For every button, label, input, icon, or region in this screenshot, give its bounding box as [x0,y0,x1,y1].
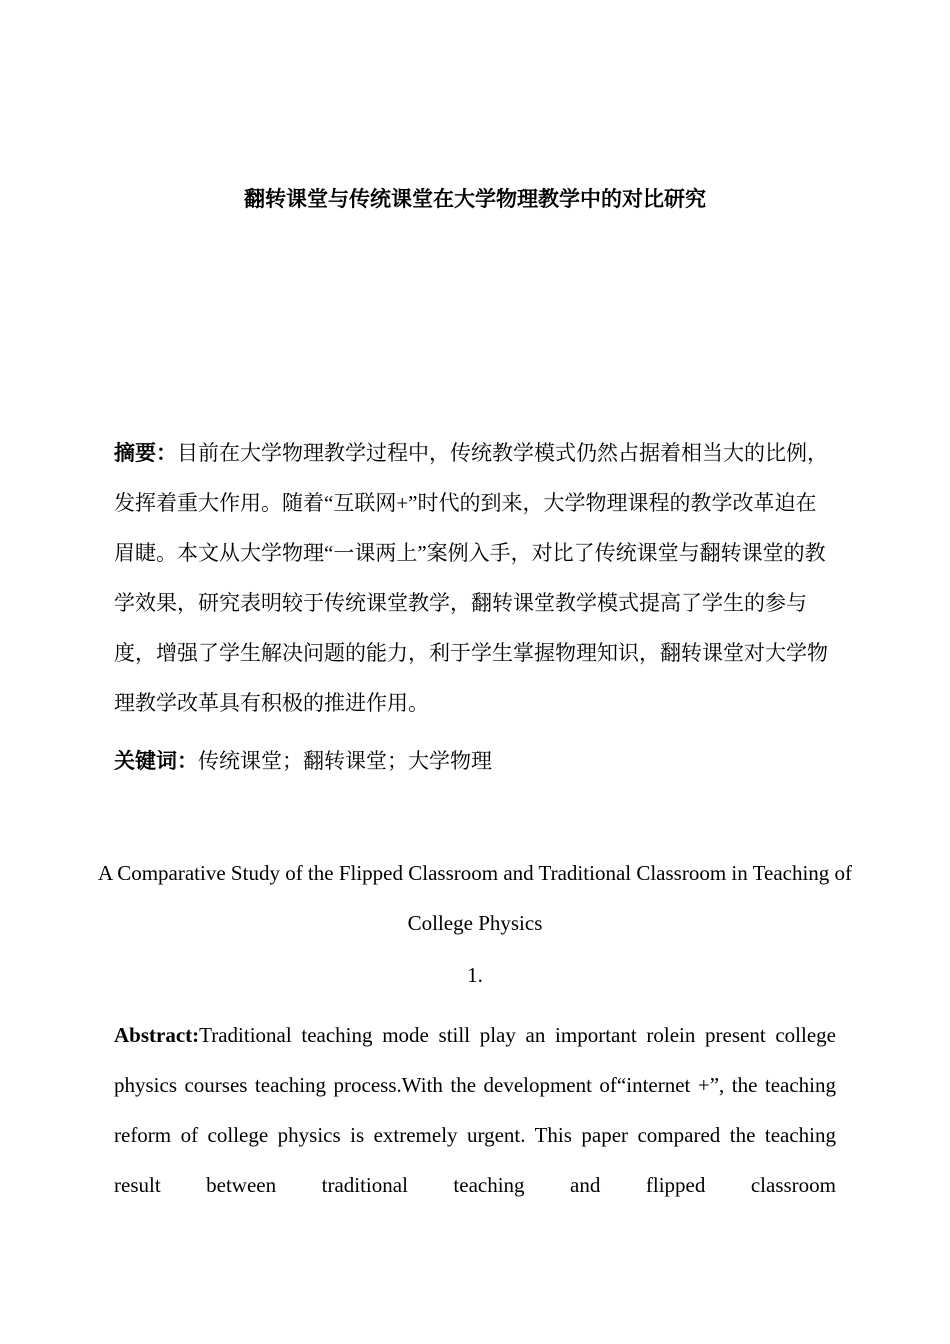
chinese-keywords-text: 传统课堂；翻转课堂；大学物理 [198,749,492,773]
section-number: 1. [467,963,483,987]
chinese-title: 翻转课堂与传统课堂在大学物理教学中的对比研究 [244,187,706,211]
chinese-abstract [114,428,834,728]
english-title: A Comparative Study of the Flipped Classroom and Traditional Classroom in Teaching of College Physics [97,861,853,935]
chinese-abstract-text: 目前在大学物理教学过程中，传统教学模式仍然占据着相当大的比例，发挥着重大作用。随着“互联网+”时代的到来，大学物理课程的教学改革迫在眉睫。本文从大学物理“一课两上”案例入手，对比了传统课堂与翻转课堂的教学效果，研究表明较于传统课堂教学，翻转课堂教学模式提高了学生的参与度，增强了学生解决问题的能力，利于学生掌握物理知识，翻转课堂对大学物理教学改革具有积极的推进作用。 [114,441,828,715]
chinese-keywords [114,738,834,784]
english-abstract-text: Traditional teaching mode still play an important rolein present college physics courses teaching process.With the development of“internet +”, the teaching reform of college physics is extremely urgent. This paper compared the teaching result between traditional teaching and flipped classroom [114,1023,836,1197]
english-abstract-label: Abstract: [114,1023,200,1047]
chinese-keywords-label: 关键词： [114,749,198,773]
chinese-abstract-label: 摘要： [114,441,177,465]
english-abstract [114,1010,836,1210]
